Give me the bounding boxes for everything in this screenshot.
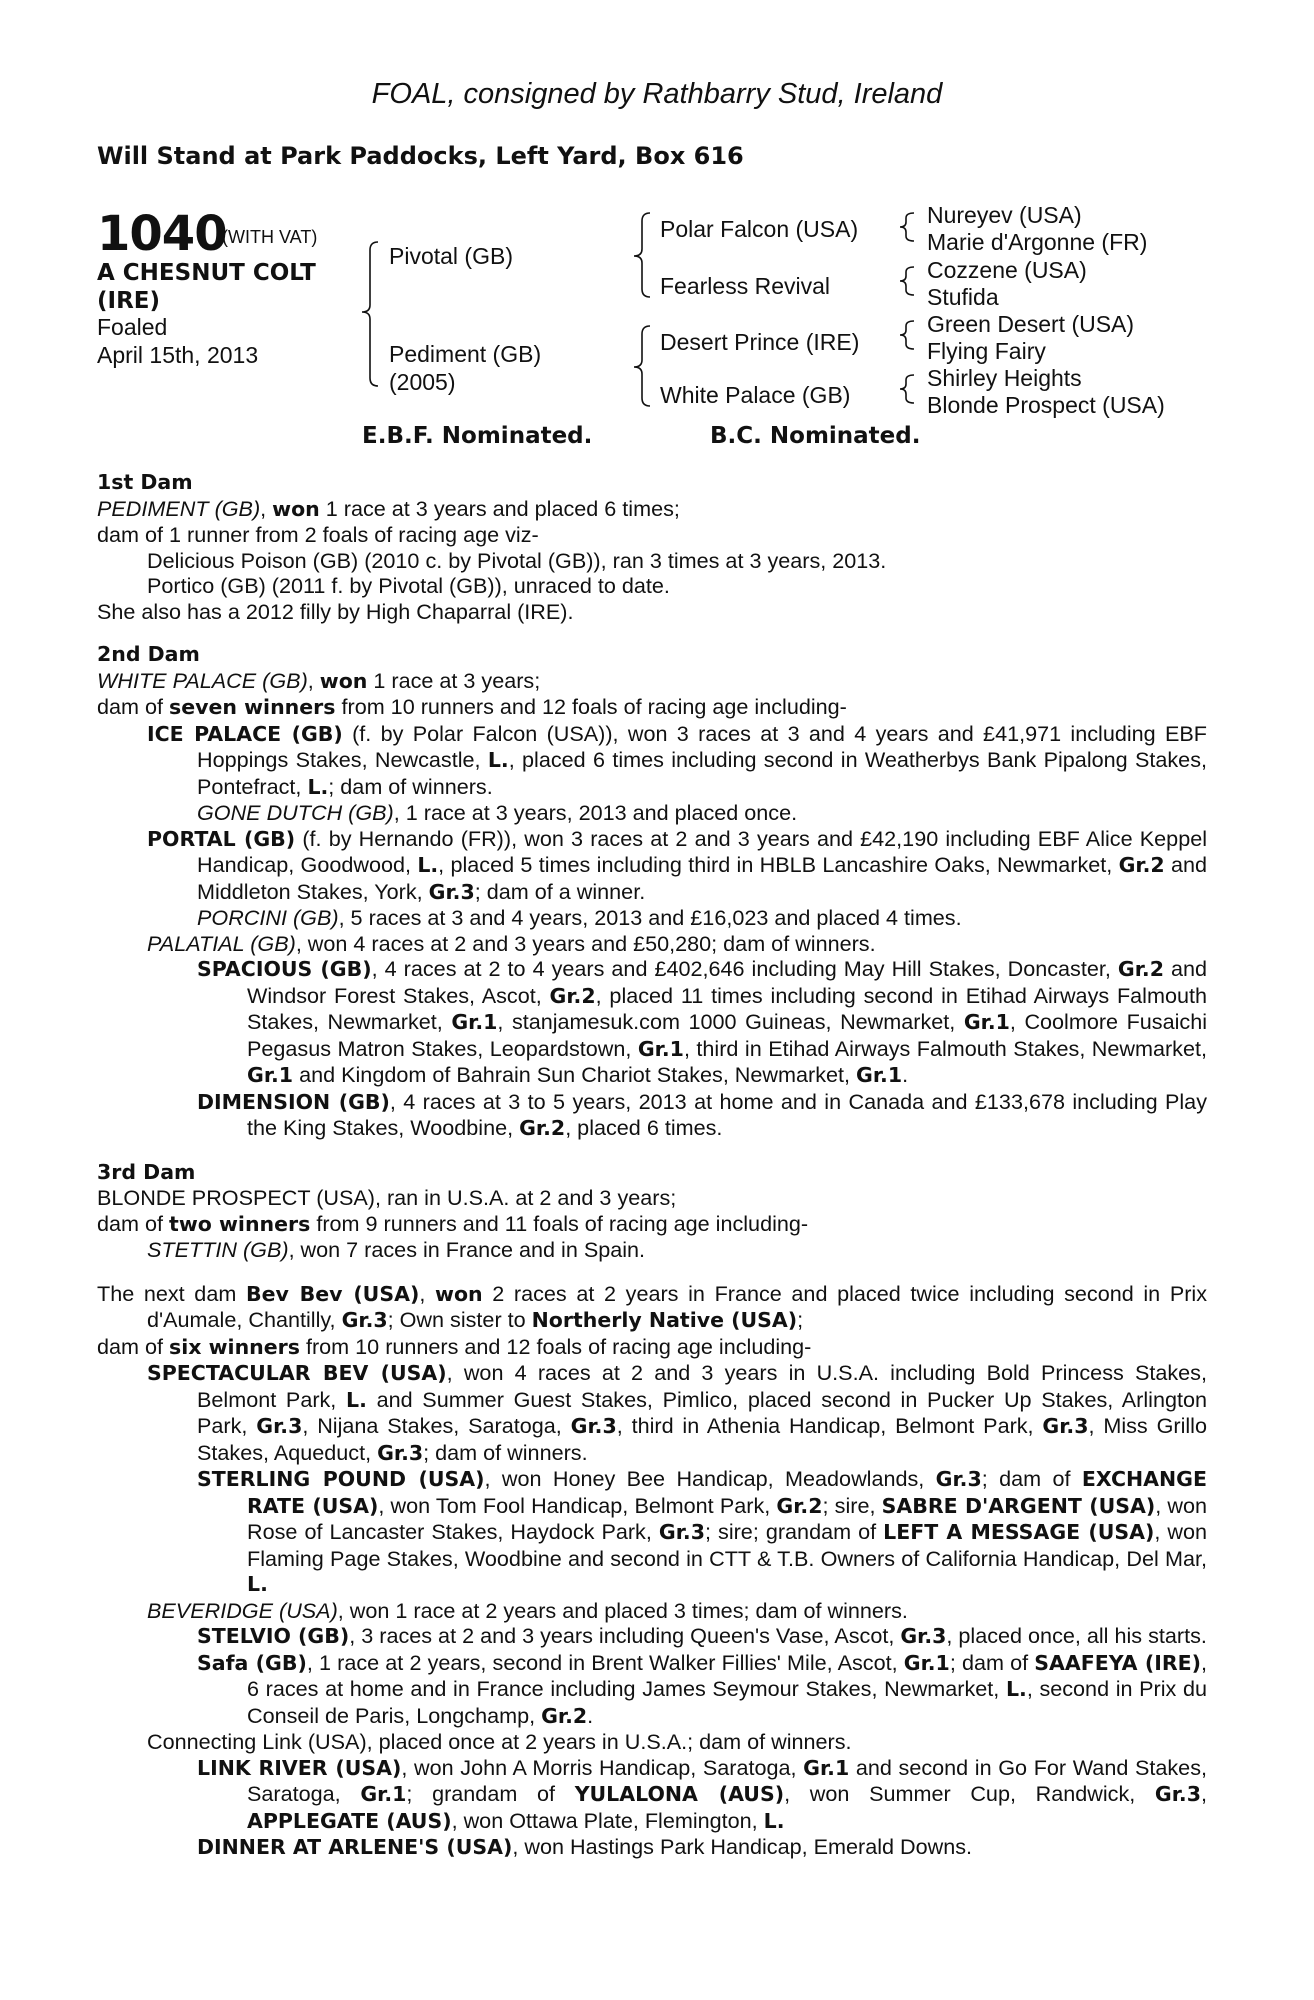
text-run: and Windsor Forest Stakes, Ascot,	[247, 956, 1208, 1008]
text-run: , third in Etihad Airways Falmouth Stakes, Newmarket,	[683, 1035, 1207, 1061]
text-run: , 5 races at 3 and 4 years, 2013 and £16,023 and placed 4 times.	[338, 905, 962, 930]
bold-run: Bev Bev (USA)	[245, 1281, 420, 1306]
bold-run: Gr.1	[637, 1036, 684, 1061]
pedigree-paragraph	[97, 496, 1207, 523]
bold-run: ICE PALACE (GB)	[147, 721, 343, 746]
pedigree-g3-2: Marie d'Argonne (FR)	[927, 229, 1148, 255]
text-run: ,	[1201, 1781, 1207, 1806]
pedigree-paragraph	[97, 1211, 1207, 1238]
text-run: , won 4 races at 2 and 3 years in U.S.A. including Bold Princess Stakes, Belmont Park,	[197, 1360, 1207, 1412]
bold-run: SAAFEYA (IRE)	[1034, 1650, 1201, 1675]
pedigree-paragraph	[97, 668, 1207, 695]
bold-run: two winners	[169, 1211, 311, 1236]
text-run: from 9 runners and 11 foals of racing age including-	[310, 1210, 809, 1236]
bold-run: Gr.1	[963, 1010, 1010, 1034]
text-run: dam of	[97, 1210, 170, 1236]
text-run: , third in Athenia Handicap, Belmont Park,	[616, 1413, 1043, 1438]
pedigree-paragraph	[97, 573, 1207, 599]
page-title: FOAL, consigned by Rathbarry Stud, Ireland	[371, 78, 943, 110]
text-run: ; dam of a winner.	[474, 878, 646, 904]
bold-run: PORTAL (GB)	[147, 826, 296, 851]
bold-run: Gr.1	[451, 1010, 498, 1034]
bold-run: APPLEGATE (AUS)	[247, 1808, 452, 1833]
pedigree-paragraph	[97, 1185, 1207, 1211]
bold-run: Gr.1	[856, 1063, 903, 1087]
text-run: , 1 race at 2 years, second in Brent Walker Fillies' Mile, Ascot,	[306, 1649, 904, 1675]
text-run: from 10 runners and 12 foals of racing age including-	[299, 1333, 812, 1359]
bold-run: SABRE D'ARGENT (USA)	[881, 1493, 1156, 1518]
bold-run: LINK RIVER (USA)	[197, 1755, 402, 1780]
text-run: She also has a 2012 filly by High Chaparral (IRE).	[97, 598, 574, 624]
bold-run: DINNER AT ARLENE'S (USA)	[197, 1835, 513, 1859]
text-run: 1 race at 3 years and placed 6 times;	[319, 495, 680, 521]
bold-run: Safa (GB)	[197, 1650, 307, 1675]
bold-run: six winners	[169, 1334, 300, 1359]
pedigree-dam-year: (2005)	[389, 369, 456, 395]
text-run: , second in Prix du Conseil de Paris, Longchamp,	[247, 1676, 1207, 1728]
pedigree-g3-3: Cozzene (USA)	[927, 257, 1087, 283]
bold-run: L.	[307, 774, 329, 799]
text-run: and Summer Guest Stakes, Pimlico, placed second in Pucker Up Stakes, Arlington Park,	[197, 1386, 1207, 1438]
bold-run: Gr.3	[428, 879, 475, 904]
bold-run: L.	[763, 1808, 785, 1833]
text-run: ; dam of	[949, 1649, 1035, 1675]
text-run: and second in Go For Wand Stakes, Saratoga,	[247, 1754, 1207, 1806]
text-run: , Coolmore Fusaichi Pegasus Matron Stakes, Leopardstown,	[247, 1009, 1208, 1061]
text-run: , won Honey Bee Handicap, Meadowlands,	[484, 1466, 936, 1491]
bold-run: Gr.1	[803, 1755, 850, 1780]
pedigree-paragraph	[97, 826, 1207, 906]
text-run: .	[587, 1702, 594, 1728]
text-run: ,	[419, 1280, 435, 1306]
bold-run: seven winners	[169, 695, 336, 719]
pedigree-dam-sire: Desert Prince (IRE)	[660, 329, 860, 355]
bold-run: won	[435, 1281, 483, 1306]
bold-run: EXCHANGE RATE (USA)	[247, 1467, 1207, 1518]
bold-run: STELVIO (GB)	[197, 1624, 350, 1648]
text-run: , placed once, all his starts.	[946, 1623, 1207, 1648]
pedigree-paragraph	[97, 1281, 1207, 1334]
text-run: , placed 5 times including third in HBLB Lancashire Oaks, Newmarket,	[438, 852, 1119, 877]
bold-run: won	[272, 496, 320, 521]
text-run: dam of 1 runner from 2 foals of racing age viz-	[97, 522, 539, 547]
text-run: 1 race at 3 years;	[367, 667, 541, 693]
bold-run: Gr.1	[247, 1063, 294, 1087]
pedigree-paragraph	[97, 905, 1207, 931]
foaled-label: Foaled	[97, 314, 168, 340]
bold-run: won	[319, 668, 368, 693]
text-run: , won Tom Fool Handicap, Belmont Park,	[378, 1492, 777, 1518]
bold-run: Gr.3	[658, 1520, 705, 1544]
text-run: ; sire,	[822, 1492, 882, 1518]
text-run: , Miss Grillo Stakes, Aqueduct,	[197, 1413, 1207, 1465]
text-run: ;	[797, 1307, 804, 1332]
italic-run: BEVERIDGE (USA)	[147, 1597, 338, 1623]
bold-run: Gr.3	[570, 1414, 617, 1438]
text-run: , placed 6 times.	[565, 1115, 723, 1140]
text-run: , won Flaming Page Stakes, Woodbine and second in CTT & T.B. Owners of California Handicap, Del Mar,	[247, 1519, 1207, 1571]
text-run: and Kingdom of Bahrain Sun Chariot Stakes, Newmarket,	[293, 1062, 857, 1087]
pedigree-g3-4: Stufida	[927, 284, 999, 310]
text-run: and Middleton Stakes, York,	[197, 852, 1207, 904]
text-run: , won Hastings Park Handicap, Emerald Downs.	[512, 1834, 973, 1859]
bold-run: Gr.2	[541, 1703, 588, 1728]
foaled-date: April 15th, 2013	[97, 342, 259, 368]
section-heading	[97, 470, 1207, 496]
text-run: , won Summer Cup, Randwick,	[784, 1781, 1155, 1806]
text-run: ; sire; grandam of	[704, 1519, 884, 1544]
bold-run: L.	[1005, 1677, 1027, 1701]
bold-run: L.	[247, 1572, 268, 1596]
text-run: , won Ottawa Plate, Flemington,	[451, 1807, 764, 1833]
bold-run: L.	[346, 1387, 367, 1412]
text-run: (f. by Hernando (FR)), won 3 races at 2 and 3 years and £42,190 including EBF Alice Keppel Handicap, Goodwood,	[197, 825, 1208, 877]
bold-run: 1st Dam	[97, 470, 193, 494]
text-run: dam of	[97, 694, 170, 719]
pedigree-paragraph	[97, 548, 1207, 574]
italic-run: PORCINI (GB)	[197, 905, 339, 930]
text-run: , stanjamesuk.com 1000 Guineas, Newmarket,	[497, 1009, 964, 1034]
pedigree-sire-sire: Polar Falcon (USA)	[660, 216, 859, 242]
italic-run: PALATIAL (GB)	[147, 930, 296, 956]
bold-run: Gr.2	[776, 1493, 823, 1518]
bold-run: SPECTACULAR BEV (USA)	[147, 1361, 447, 1385]
bold-run: Gr.2	[519, 1116, 566, 1140]
bold-run: LEFT A MESSAGE (USA)	[883, 1520, 1155, 1544]
text-run: , won Rose of Lancaster Stakes, Haydock Park,	[247, 1492, 1208, 1544]
pedigree-paragraph	[97, 1089, 1207, 1142]
pedigree-dam: Pediment (GB)	[389, 341, 542, 367]
pedigree-g3-6: Flying Fairy	[927, 338, 1046, 364]
bold-run: 2nd Dam	[97, 642, 200, 666]
pedigree-g3-7: Shirley Heights	[927, 365, 1082, 391]
text-run: ; grandam of	[406, 1781, 575, 1806]
pedigree-paragraph	[97, 1237, 1207, 1263]
bold-run: DIMENSION (GB)	[197, 1089, 390, 1114]
text-run: , won 1 race at 2 years and placed 3 times; dam of winners.	[337, 1597, 908, 1623]
pedigree-sire: Pivotal (GB)	[389, 243, 513, 269]
bold-run: STERLING POUND (USA)	[197, 1467, 485, 1491]
italic-run: GONE DUTCH (GB)	[197, 800, 394, 825]
pedigree-paragraph	[97, 1650, 1207, 1730]
pedigree-paragraph	[97, 599, 1207, 625]
bold-run: Northerly Native (USA)	[531, 1308, 798, 1332]
text-run: Delicious Poison (GB) (2010 c. by Pivotal (GB)), ran 3 times at 3 years, 2013.	[147, 547, 887, 573]
pedigree-g3-5: Green Desert (USA)	[927, 311, 1135, 337]
pedigree-paragraph	[97, 721, 1207, 801]
bold-run: Gr.2	[1118, 853, 1165, 877]
text-run: ,	[307, 667, 320, 693]
pedigree-paragraph	[97, 1334, 1207, 1361]
text-run: ; Own sister to	[387, 1307, 532, 1332]
text-run: 2 races at 2 years in France and placed twice including second in Prix d'Aumale, Chantilly,	[147, 1280, 1208, 1332]
bold-run: Gr.3	[377, 1440, 424, 1465]
bold-run: Gr.3	[935, 1467, 982, 1491]
text-run: , 3 races at 2 and 3 years including Queen's Vase, Ascot,	[349, 1623, 901, 1648]
text-run: , 4 races at 2 to 4 years and £402,646 including May Hill Stakes, Doncaster,	[371, 956, 1118, 981]
bold-run: Gr.3	[341, 1308, 388, 1332]
bold-run: Gr.3	[256, 1414, 303, 1438]
stand-location: Will Stand at Park Paddocks, Left Yard, Box 616	[97, 142, 744, 170]
bold-run: Gr.3	[1042, 1414, 1089, 1438]
pedigree-body-text	[97, 470, 1207, 1861]
text-run: The next dam	[97, 1280, 246, 1306]
pedigree-paragraph	[97, 694, 1207, 721]
text-run: , Nijana Stakes, Saratoga,	[302, 1413, 571, 1438]
pedigree-g3-1: Nureyev (USA)	[927, 202, 1082, 228]
text-run: dam of	[97, 1333, 170, 1359]
bold-run: L.	[417, 853, 439, 877]
text-run: ,	[260, 495, 273, 521]
pedigree-paragraph	[97, 1729, 1207, 1755]
lot-description-line2: (IRE)	[97, 288, 161, 314]
bold-run: Gr.2	[549, 983, 596, 1008]
bold-run: Gr.1	[360, 1782, 407, 1806]
text-run: , placed 11 times including second in Etihad Airways Falmouth Stakes, Newmarket,	[247, 982, 1207, 1034]
text-run: (f. by Polar Falcon (USA)), won 3 races at 3 and 4 years and £41,971 including EBF Hoppings Stakes, Newcastle,	[197, 720, 1207, 772]
pedigree-g3-8: Blonde Prospect (USA)	[927, 392, 1165, 418]
pedigree-sire-dam: Fearless Revival	[660, 273, 830, 299]
ebf-nominated: E.B.F. Nominated.	[362, 423, 593, 449]
pedigree-dam-dam: White Palace (GB)	[660, 382, 851, 408]
pedigree-paragraph	[97, 1598, 1207, 1624]
text-run: , 4 races at 3 to 5 years, 2013 at home and in Canada and £133,678 including Play the King Stakes, Woodbine,	[247, 1088, 1207, 1140]
text-run: ; dam of winners.	[423, 1439, 588, 1465]
text-run: , won 4 races at 2 and 3 years and £50,280; dam of winners.	[295, 930, 876, 956]
text-run: , won John A Morris Handicap, Saratoga,	[401, 1754, 804, 1780]
text-run: , 6 races at home and in France including James Seymour Stakes, Newmarket,	[247, 1649, 1207, 1701]
pedigree-paragraph	[97, 1834, 1207, 1861]
bold-run: SPACIOUS (GB)	[197, 957, 372, 981]
pedigree-paragraph	[97, 956, 1207, 1089]
text-run: from 10 runners and 12 foals of racing age including-	[335, 694, 847, 719]
text-run: Portico (GB) (2011 f. by Pivotal (GB)), unraced to date.	[147, 573, 670, 598]
text-run: , won 7 races in France and in Spain.	[288, 1237, 646, 1262]
bold-run: 3rd Dam	[97, 1159, 196, 1184]
italic-run: WHITE PALACE (GB)	[97, 667, 308, 693]
text-run: Connecting Link (USA), placed once at 2 years in U.S.A.; dam of winners.	[147, 1729, 852, 1754]
text-run: , placed 6 times including second in Weatherbys Bank Pipalong Stakes, Pontefract,	[197, 747, 1207, 799]
text-run: ; dam of	[981, 1466, 1082, 1491]
section-heading	[97, 1160, 1207, 1186]
pedigree-paragraph	[97, 1623, 1207, 1650]
italic-run: STETTIN (GB)	[147, 1237, 289, 1262]
bold-run: Gr.1	[903, 1650, 950, 1675]
bc-nominated: B.C. Nominated.	[710, 423, 921, 449]
text-run: .	[902, 1062, 909, 1087]
pedigree-paragraph	[97, 800, 1207, 826]
lot-description-line1: A CHESNUT COLT	[97, 260, 316, 286]
bold-run: L.	[487, 748, 509, 772]
bold-run: YULALONA (AUS)	[574, 1782, 785, 1806]
lot-number: 1040	[97, 206, 227, 262]
pedigree-paragraph	[97, 1466, 1207, 1598]
bold-run: Gr.3	[900, 1624, 947, 1648]
text-run: ; dam of winners.	[328, 773, 493, 799]
text-run: BLONDE PROSPECT (USA), ran in U.S.A. at 2 and 3 years;	[97, 1185, 677, 1210]
vat-note: (WITH VAT)	[222, 227, 318, 247]
section-heading	[97, 642, 1207, 668]
pedigree-paragraph	[97, 1755, 1207, 1835]
italic-run: PEDIMENT (GB)	[97, 495, 261, 521]
text-run: , 1 race at 3 years, 2013 and placed once.	[393, 800, 798, 825]
pedigree-paragraph	[97, 931, 1207, 957]
pedigree-paragraph	[97, 1360, 1207, 1466]
bold-run: Gr.3	[1154, 1782, 1201, 1806]
bold-run: Gr.2	[1117, 957, 1164, 981]
pedigree-paragraph	[97, 522, 1207, 548]
